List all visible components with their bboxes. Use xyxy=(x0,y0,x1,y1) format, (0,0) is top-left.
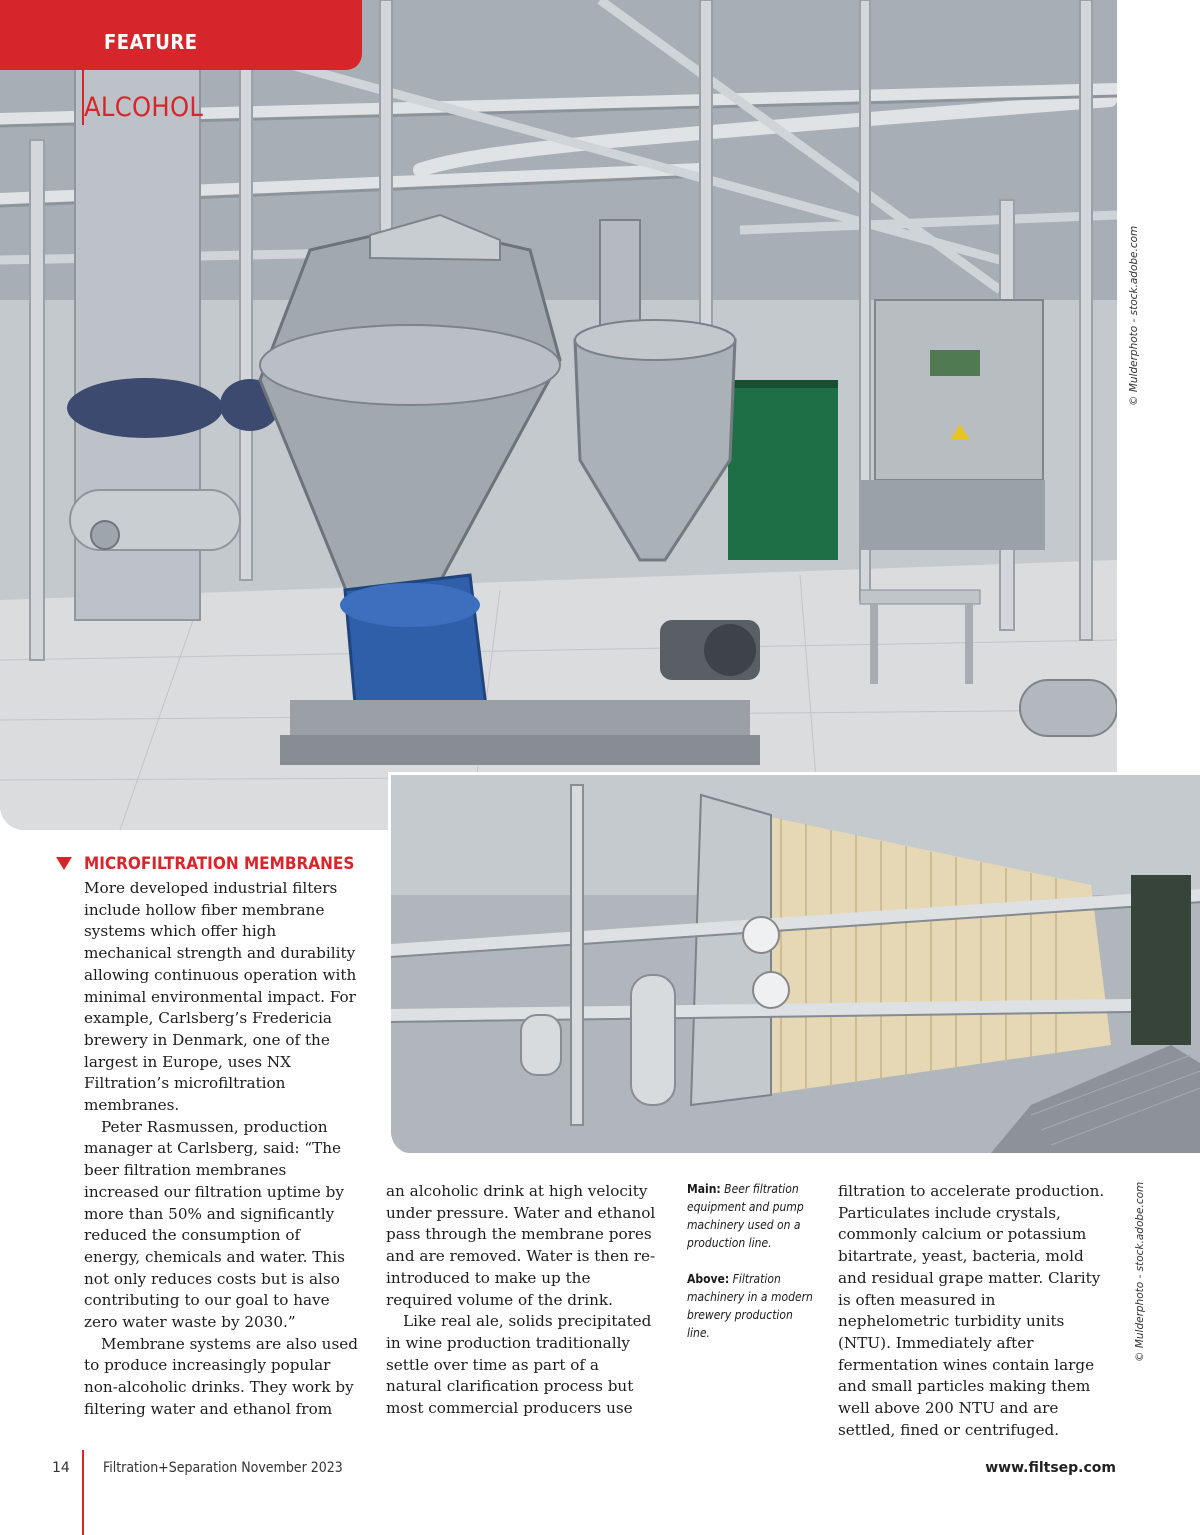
paragraph: Like real ale, solids precipitated in wine production traditionally settle over time as part of a natural clarification process but most commercial producers use xyxy=(386,1312,652,1418)
paragraph: filtration to accelerate production. Particulates include crystals, commonly calcium or potassium bitartrate, yeast, bacteria, mold and residual grape matter. Clarity is often measured in nephelometric turbidity units (NTU). Immediately after fermentation wines contain large and small particles making them well above 200 NTU and are settled, fined or centrifuged. xyxy=(838,1182,1105,1439)
feature-label: FEATURE xyxy=(104,30,198,54)
filter-press-illustration xyxy=(391,775,1200,1153)
footer-divider xyxy=(82,1450,84,1535)
main-photo-credit-text: © Mulderphoto - stock.adobe.com xyxy=(1128,225,1140,406)
triangle-down-icon xyxy=(56,857,72,870)
main-photo-credit xyxy=(1118,225,1152,408)
article-column-3 xyxy=(838,1181,1110,1441)
magazine-issue: Filtration+Separation November 2023 xyxy=(103,1460,343,1476)
second-photo-credit xyxy=(1130,1172,1160,1362)
article-column-1 xyxy=(84,878,360,1421)
article-column-2 xyxy=(386,1181,656,1420)
above-caption-label: Above: xyxy=(687,1272,730,1286)
section-heading-text: MICROFILTRATION MEMBRANES xyxy=(84,854,355,874)
section-label: ALCOHOL xyxy=(84,92,204,123)
paragraph: Peter Rasmussen, production manager at Carlsberg, said: “The beer filtration membranes increased our filtration uptime by more than 50% and significantly reduced the consumption of energy, chemicals and water. This not only reduces costs but is also contributing to our goal to have zero water waste by 2030.” xyxy=(84,1117,345,1332)
paragraph: Membrane systems are also used to produce increasingly popular non-alcoholic drinks. They work by filtering water and ethanol from xyxy=(84,1334,358,1418)
paragraph: an alcoholic drink at high velocity under pressure. Water and ethanol pass through the membrane pores and are removed. Water is then re-introduced to make up the required volume of the drink. xyxy=(386,1182,656,1309)
main-caption-label: Main: xyxy=(687,1182,721,1196)
page-number: 14 xyxy=(52,1460,70,1476)
second-photo-credit-text: © Mulderphoto - stock.adobe.com xyxy=(1134,1181,1146,1362)
paragraph: More developed industrial filters include hollow fiber membrane systems which offer high mechanical strength and durability allowing continuous operation with minimal environmental impact. For example, Carlsberg’s Fredericia brewery in Denmark, one of the largest in Europe, uses NX Filtration’s microfiltration membranes. xyxy=(84,879,357,1115)
above-caption-text: Filtration machinery in a modern brewery production line. xyxy=(687,1272,813,1340)
main-caption-text: Beer filtration equipment and pump machinery used on a production line. xyxy=(687,1182,804,1250)
filter-press-photo xyxy=(388,772,1200,1153)
above-caption xyxy=(687,1270,815,1342)
main-caption xyxy=(687,1180,815,1252)
website-link[interactable]: www.filtsep.com xyxy=(985,1460,1116,1476)
section-heading xyxy=(56,854,354,874)
photo-captions xyxy=(687,1180,815,1360)
